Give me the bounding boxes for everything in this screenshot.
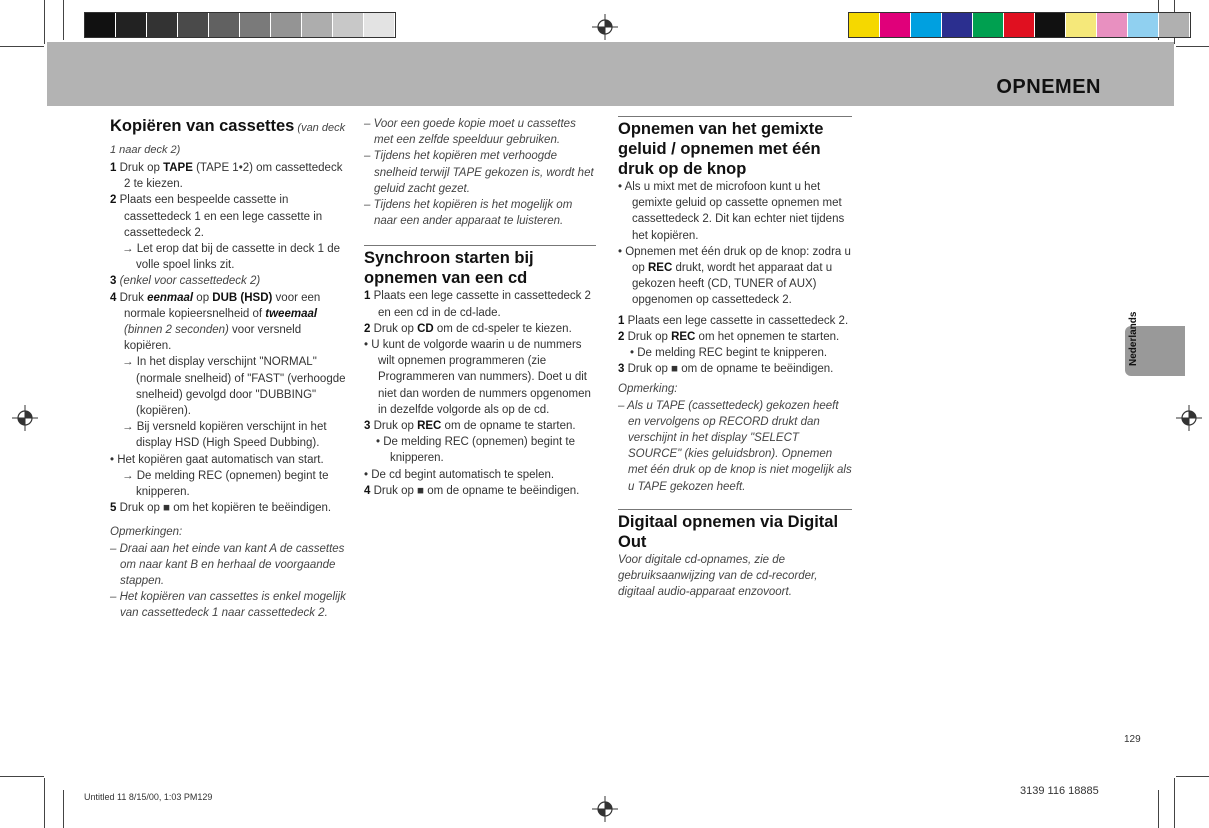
registration-mark-icon [592, 796, 618, 822]
step-2: 2 Druk op REC om het opnemen te starten. [618, 330, 840, 343]
color-swatch [973, 13, 1004, 37]
color-calibration-bar [848, 12, 1191, 38]
bullet-mix-record: • Als u mixt met de microfoon kunt u het gemixte geluid op cassette opnemen met cassettedeck 2. Dit kan echter niet tijdens het kopiëren. [618, 181, 845, 242]
section-heading: Opnemen van het gemixte geluid / opnemen met één druk op de knop [618, 116, 852, 179]
note-volume-down: – Tijdens het kopiëren met verhoogde snelheid terwijl TAPE gekozen is, wordt het geluid zacht gezet. [364, 150, 594, 195]
crop-mark [63, 0, 64, 40]
crop-mark [1158, 790, 1159, 828]
section-heading: Synchroon starten bij opnemen van een cd [364, 245, 596, 288]
step-2: 2 Druk op CD om de cd-speler te kiezen. [364, 322, 572, 335]
color-swatch [1066, 13, 1097, 37]
step-1: 1 Druk op TAPE (TAPE 1•2) om cassettedeck 2 te kiezen. [110, 162, 343, 191]
step-3: 3 Druk op ■ om de opname te beëindigen. [618, 363, 834, 376]
grayscale-calibration-bar [84, 12, 396, 38]
crop-mark [1176, 776, 1209, 777]
heading-subtext: (van deck 1 naar deck 2) [110, 122, 346, 156]
grayscale-swatch [116, 13, 147, 37]
column-3 [618, 116, 852, 600]
color-swatch [849, 13, 880, 37]
product-code: 3139 116 18885 [1020, 785, 1099, 797]
color-swatch [880, 13, 911, 37]
page-number: 129 [1124, 734, 1141, 745]
section-heading [110, 116, 346, 160]
step-1: 1 Plaats een lege cassette in cassettedeck 2. [618, 314, 849, 327]
crop-mark [1174, 778, 1175, 828]
bullet-one-touch: • Opnemen met één druk op de knop: zodra u op REC drukt, wordt het apparaat dat u gekozen heeft (CD, TUNER of AUX) opgenomen op cassettedeck 2. [618, 245, 851, 307]
color-swatch [1004, 13, 1035, 37]
grayscale-swatch [85, 13, 116, 37]
color-swatch [942, 13, 973, 37]
grayscale-swatch [240, 13, 271, 37]
digital-out-text: Voor digitale cd-opnames, zie de gebruiksaanwijzing van de cd-recorder, digitaal audio-apparaat enzovoort. [618, 553, 818, 599]
grayscale-swatch [147, 13, 178, 37]
note-same-length: – Voor een goede kopie moet u cassettes met een zelfde speelduur gebruiken. [364, 118, 576, 147]
crop-mark [1176, 46, 1209, 47]
color-swatch [1097, 13, 1128, 37]
bullet-auto-start: • Het kopiëren gaat automatisch van start. [110, 453, 324, 466]
grayscale-swatch [209, 13, 240, 37]
grayscale-swatch [333, 13, 364, 37]
bullet-program: • U kunt de volgorde waarin u de nummers wilt opnemen programmeren (zie Programmeren van nummers). Doet u dit niet dan worden de nummers opgenomen in dezelfde volgorde als op de cd. [364, 339, 591, 416]
language-tab [1125, 311, 1185, 376]
step-2-result: → Let erop dat bij de cassette in deck 1 de volle spoel links zit. [122, 243, 340, 272]
grayscale-swatch [178, 13, 209, 37]
registration-mark-icon [592, 14, 618, 40]
crop-mark [44, 0, 45, 44]
step-5: 5 Druk op ■ om het kopiëren te beëindigen. [110, 502, 332, 515]
color-swatch [1128, 13, 1159, 37]
step-2: 2 Plaats een bespeelde cassette in cassettedeck 1 en een lege cassette in cassettedeck 2. [110, 194, 323, 239]
column-2 [364, 116, 596, 499]
note-heading: Opmerking: [618, 383, 678, 396]
crop-mark [0, 46, 44, 47]
note-select-source: – Als u TAPE (cassettedeck) gekozen heeft en vervolgens op RECORD drukt dan verschijnt in het display "SELECT SOURCE" (kies geluidsbron). Opnemen met één druk op de knop is niet mogelijk als u TAPE gekozen heeft. [618, 399, 852, 493]
bullet-cd-play: • De cd begint automatisch te spelen. [364, 468, 555, 481]
registration-mark-icon [12, 405, 38, 431]
language-tab-label: Nederlands [1128, 311, 1139, 366]
section-heading: Digitaal opnemen via Digital Out [618, 509, 852, 552]
grayscale-swatch [271, 13, 302, 37]
notes-heading: Opmerkingen: [110, 526, 183, 539]
registration-mark-icon [1176, 405, 1202, 431]
note-listen-other: – Tijdens het kopiëren is het mogelijk om naar een ander apparaat te luisteren. [364, 199, 573, 228]
step-4-result-1: → In het display verschijnt "NORMAL" (normale snelheid) of "FAST" (verhoogde snelheid) gevolgd door "DUBBING" (kopiëren). [122, 356, 346, 418]
step-3: 3 (enkel voor cassettedeck 2) [110, 275, 261, 288]
step-1: 1 Plaats een lege cassette in cassettedeck 2 en een cd in de cd-lade. [364, 290, 591, 319]
step-4: 4 Druk eenmaal op DUB (HSD) voor een normale kopieersnelheid of tweemaal (binnen 2 seconden) voor versneld kopiëren. [110, 291, 321, 353]
step-3: 3 Druk op REC om de opname te starten. [364, 420, 576, 433]
column-1 [110, 116, 346, 622]
note-2: – Het kopiëren van cassettes is enkel mogelijk van cassettedeck 1 naar cassettedeck 2. [110, 591, 346, 620]
note-1: – Draai aan het einde van kant A de cassettes om naar kant B en herhaal de voorgaande stappen. [110, 542, 345, 588]
crop-mark [63, 790, 64, 828]
heading-text: Kopiëren van cassettes [110, 117, 295, 135]
color-swatch [911, 13, 942, 37]
step-4-result-2: → Bij versneld kopiëren verschijnt in het display HSD (High Speed Dubbing). [122, 421, 327, 450]
section-title: OPNEMEN [996, 76, 1101, 98]
color-swatch [1159, 13, 1190, 37]
grayscale-swatch [364, 13, 395, 37]
crop-mark [0, 776, 44, 777]
bullet-auto-start-result: → De melding REC (opnemen) begint te knipperen. [122, 469, 329, 499]
step-2-result: • De melding REC begint te knipperen. [630, 347, 828, 360]
step-4: 4 Druk op ■ om de opname te beëindigen. [364, 484, 580, 497]
color-swatch [1035, 13, 1066, 37]
file-info: Untitled 11 8/15/00, 1:03 PM129 [84, 792, 213, 802]
step-3-result: • De melding REC (opnemen) begint te knipperen. [376, 436, 575, 465]
crop-mark [44, 778, 45, 828]
grayscale-swatch [302, 13, 333, 37]
